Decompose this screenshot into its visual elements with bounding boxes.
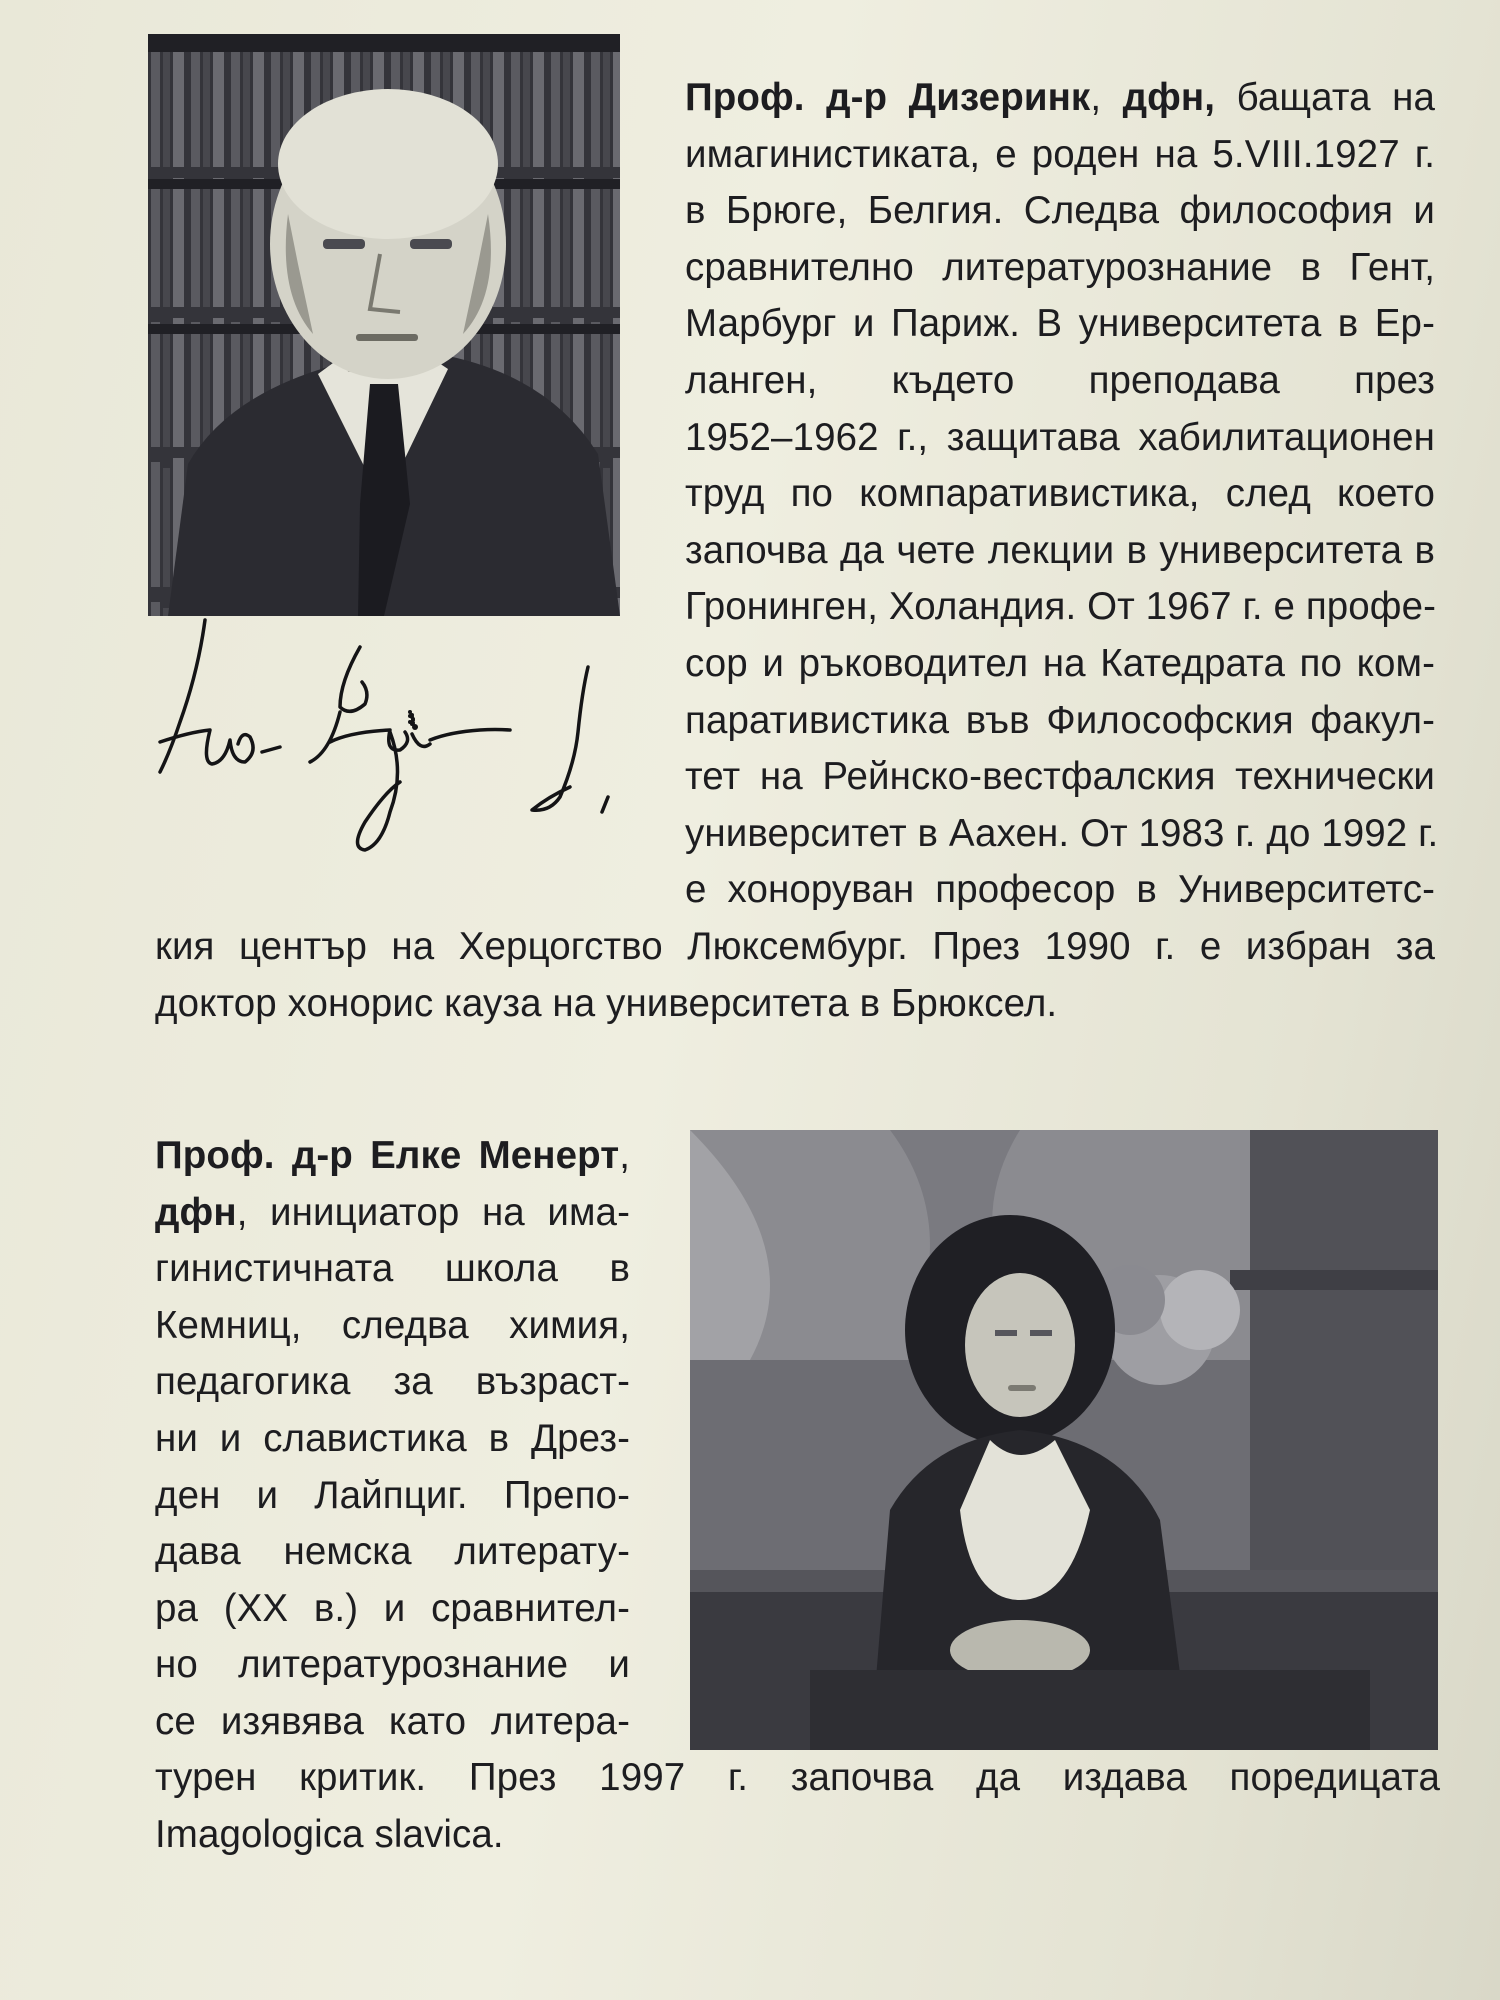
bio-line: труд по компаративистика, след което bbox=[685, 472, 1435, 516]
bio-line: паративистика във Философския факул- bbox=[685, 698, 1435, 742]
bio-line: педагогика за възраст- bbox=[155, 1360, 630, 1404]
bio-line: Марбург и Париж. В университета в Ер- bbox=[685, 302, 1435, 346]
bio-line: е хоноруван професор в Университетс- bbox=[685, 868, 1435, 912]
bio-mehnert-continued bbox=[155, 1750, 1440, 1863]
bio-line: сравнително литературознание в Гент, bbox=[685, 245, 1435, 289]
bio-line: но литературознание и bbox=[155, 1643, 630, 1687]
bio-line: имагинистиката, е роден на 5.VIII.1927 г. bbox=[685, 132, 1435, 176]
portrait-photo-mehnert bbox=[690, 1130, 1438, 1750]
bio-line: в Брюге, Белгия. Следва философия и bbox=[685, 189, 1435, 233]
signature-dyserinck bbox=[150, 612, 630, 862]
bio-line: , инициатор на има- bbox=[236, 1190, 630, 1234]
bio-mehnert-name: Проф. д-р Елке Менерт bbox=[155, 1134, 620, 1177]
bio-line: Гронинген, Холандия. От 1967 г. е профе- bbox=[685, 585, 1437, 629]
bio-line: 1952–1962 г., защитава хабилитационен bbox=[685, 415, 1435, 459]
bio-line: турен критик. През 1997 г. започва да издава поредицата bbox=[155, 1756, 1440, 1799]
bio-mehnert: Проф. д-р Елке Менерт, дфн, инициатор на има- гинистичната школа в Кемниц, следва химия, педагогика за възраст- ни и славистика в Дрез- ден и Лайпциг. Препо- дава немска литерату- ра (XX в.) и сравнител- но литературознание и се изявява като литера- bbox=[155, 1128, 630, 1751]
bio-line: ни и славистика в Дрез- bbox=[155, 1416, 630, 1460]
bio-mehnert-degree: дфн bbox=[155, 1190, 237, 1234]
bio-line: университет в Аахен. От 1983 г. до 1992 г. bbox=[685, 811, 1439, 855]
bio-line: кия център на Херцогство Люксембург. През 1990 г. е избран за bbox=[155, 925, 1435, 968]
bio-dyserinck: Проф. д-р Дизеринк, дфн, бащата на имагинистиката, е роден на 5.VIII.1927 г. в Брюге, Белгия. Следва философия и сравнително литературознание в Гент, Марбург и Париж. В университета в Ер- ланген, където преподава през 1952–1962 г., защитава хабилитационен труд по компаративистика, след което започва да чете лекции в университета в Гронинген, Холандия. От 1967 г. е профе- сор и ръководител на Катедрата по ком- паративистика във Философския факул- тет на Рейнско-вестфалския технически университет в Аахен. От 1983 г. до 1992 г. е хоноруван професор в Университетс- bbox=[685, 70, 1435, 919]
bio-line: ланген, където преподава през bbox=[685, 358, 1435, 402]
bio-line: доктор хонорис кауза на университета в Брюксел. bbox=[155, 981, 1058, 1025]
bio-line: сор и ръководител на Катедрата по ком- bbox=[685, 641, 1435, 685]
bio-line: се изявява като литера- bbox=[155, 1699, 630, 1743]
bio-dyserinck-degree: дфн, bbox=[1122, 76, 1216, 119]
bio-line: дава немска литерату- bbox=[155, 1530, 630, 1574]
bio-line: започва да чете лекции в университета в bbox=[685, 528, 1435, 572]
bio-line: ден и Лайпциг. Препо- bbox=[155, 1473, 630, 1517]
bio-line: тет на Рейнско-вестфалския технически bbox=[685, 755, 1435, 799]
portrait-photo-dyserinck bbox=[148, 34, 620, 616]
bio-line: ра (XX в.) и сравнител- bbox=[155, 1586, 630, 1630]
bio-line: бащата на bbox=[1236, 76, 1435, 119]
bio-dyserinck-continued bbox=[155, 919, 1435, 1032]
bio-line: Imagologica slavica. bbox=[155, 1812, 504, 1856]
bio-dyserinck-name: Проф. д-р Дизеринк bbox=[685, 76, 1091, 119]
bio-line: гинистичната школа в bbox=[155, 1247, 630, 1291]
bio-line: Кемниц, следва химия, bbox=[155, 1303, 630, 1347]
